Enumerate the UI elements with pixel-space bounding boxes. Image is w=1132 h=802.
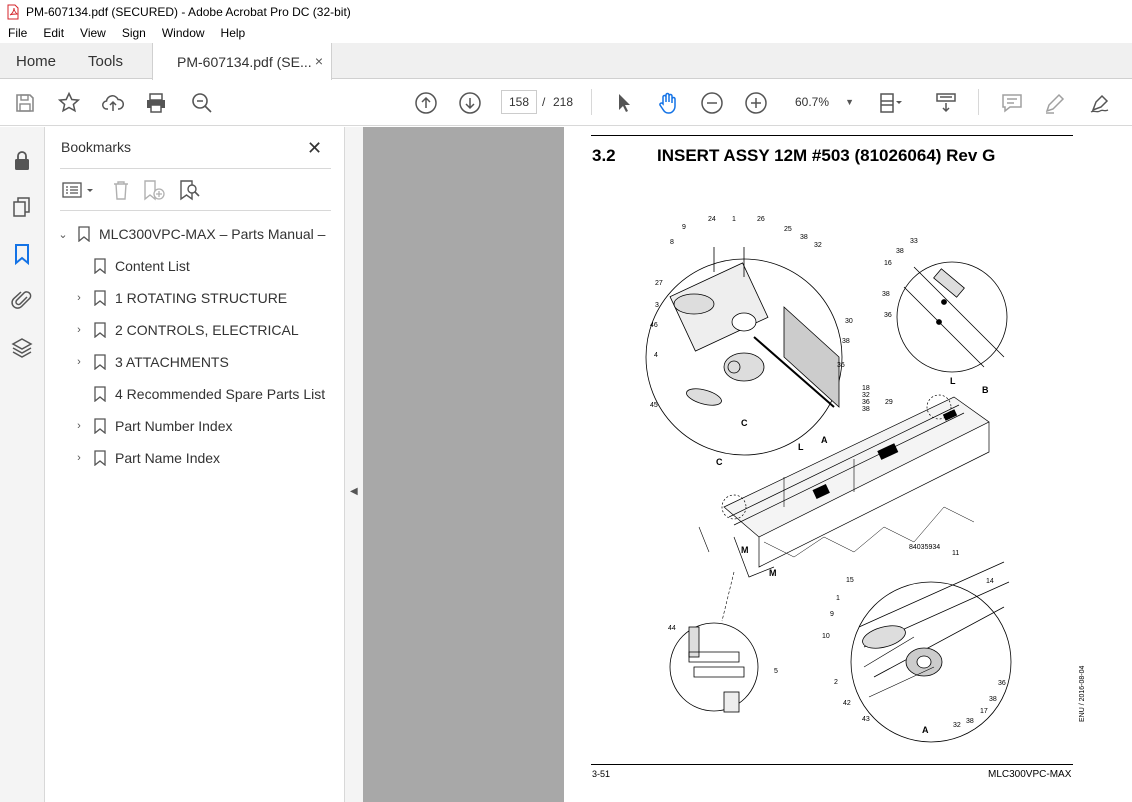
callout: 44 [668,625,676,632]
zoom-value: 60.7% [795,95,830,109]
bookmarks-title: Bookmarks [61,139,132,155]
bookmark-item-controls-electrical[interactable] [71,318,299,342]
detail-label-b: B [982,385,989,395]
menu-view[interactable]: View [80,26,106,40]
bookmark-icon [93,354,107,370]
detail-label-c: C [741,418,748,428]
hand-tool-icon[interactable] [656,91,680,115]
bookmarks-panel [45,127,344,802]
bookmark-icon [93,290,107,306]
menu-edit[interactable]: Edit [43,26,65,40]
footer-rule [591,764,1073,765]
callout: 38 [800,234,808,241]
detail-m [670,623,758,712]
callout: 46 [650,322,658,329]
callout: 38 [862,406,870,413]
tab-home[interactable]: Home [16,52,57,70]
title-bar [0,0,1132,23]
callout: 36 [884,312,892,319]
pdf-page [564,127,1132,802]
layers-icon[interactable] [10,336,34,360]
bookmark-label: Part Number Index [115,418,233,434]
detail-label-a: A [821,435,828,445]
callout: 15 [846,577,854,584]
page-total: 218 [553,95,574,109]
callout: 36 [837,362,845,369]
tab-bar [0,43,1132,79]
callout: 32 [862,392,870,399]
bookmark-item-part-name-index[interactable] [71,446,220,470]
callout: 32 [953,722,961,729]
window-title: PM-607134.pdf (SECURED) - Adobe Acrobat Pro DC (32-bit) [26,4,351,19]
upload-cloud-icon[interactable] [101,91,125,115]
lock-icon[interactable] [10,149,34,173]
menu-help[interactable]: Help [220,26,246,40]
detail-label-c: C [716,457,723,467]
select-cursor-icon[interactable] [612,91,636,115]
zoom-in-icon[interactable] [744,91,768,115]
bookmark-item-attachments[interactable] [71,350,229,374]
callout: 36 [998,680,1006,687]
tab-tools[interactable]: Tools [88,52,124,70]
callout: 1 [836,595,840,602]
page-footer-model: MLC300VPC-MAX [988,769,1072,780]
bookmark-icon [93,386,107,402]
callout: 9 [830,611,834,618]
callout: 43 [862,716,870,723]
bookmark-icon [93,258,107,274]
callout: 17 [980,708,988,715]
callout: 38 [896,248,904,255]
bookmark-label: 3 ATTACHMENTS [115,354,229,370]
tab-document[interactable] [152,43,332,80]
section-title: INSERT ASSY 12M #503 (81026064) Rev G [657,146,996,165]
menu-bar [0,23,1132,43]
header-rule [591,135,1073,136]
detail-label-m: M [741,545,749,555]
callout: 38 [842,338,850,345]
menu-window[interactable]: Window [161,26,205,40]
callout: 26 [757,216,765,223]
detail-l [897,262,1007,372]
toolbar-divider [591,89,592,115]
chevron-right-icon[interactable]: › [77,292,81,304]
callout: 30 [845,318,853,325]
menu-file[interactable]: File [8,26,28,40]
tab-document-label: PM-607134.pdf (SE... [177,53,312,70]
menu-sign[interactable]: Sign [121,26,146,40]
callout: 10 [822,633,830,640]
bookmark-label: Part Name Index [115,450,221,466]
callout: 9 [682,224,686,231]
callout: 2 [834,679,838,686]
bookmark-icon[interactable] [10,242,34,266]
bookmark-label: 2 CONTROLS, ELECTRICAL [115,322,299,338]
sign-pen-icon[interactable] [1088,91,1112,115]
drawing-number: 84035934 [909,544,941,551]
bookmark-item-part-number-index[interactable] [71,414,233,438]
page-footer-number: 3-51 [592,769,611,779]
callout: 36 [862,399,870,406]
detail-label-a: A [922,725,929,735]
document-viewport[interactable] [363,127,1132,802]
delete-icon[interactable] [111,179,131,201]
chevron-right-icon[interactable]: › [77,356,81,368]
detail-label-m: M [769,568,777,578]
chevron-down-icon: ▼ [845,97,854,107]
bookmarks-toolbar [60,168,331,211]
bookmark-item-root[interactable] [55,222,325,246]
page-number-input[interactable]: 158 [501,90,537,114]
callout: 24 [708,216,716,223]
callout: 38 [989,696,997,703]
print-icon[interactable] [144,91,168,115]
bookmark-item-spare-parts[interactable] [71,382,325,406]
callout: 8 [670,239,674,246]
acrobat-icon [6,4,20,20]
callout: 27 [655,280,663,287]
bookmark-icon [77,226,91,242]
callout: 32 [814,242,822,249]
bookmark-item-rotating-structure[interactable] [71,286,287,310]
new-bookmark-icon[interactable] [142,179,166,201]
detail-a [851,562,1011,742]
bookmark-label: 1 ROTATING STRUCTURE [115,290,288,306]
options-list-icon[interactable] [62,181,96,199]
panel-splitter[interactable] [344,127,363,802]
save-icon[interactable] [13,91,37,115]
left-rail [0,127,45,802]
callout: 14 [986,578,994,585]
chevron-down-icon[interactable]: ⌄ [58,228,68,241]
section-number: 3.2 [592,146,616,165]
pages-icon[interactable] [10,195,34,219]
bookmark-label: Content List [115,258,190,274]
bookmark-icon [93,322,107,338]
callout: 4 [654,352,658,359]
close-icon[interactable]: ✕ [307,138,323,158]
chevron-right-icon[interactable]: › [77,324,81,336]
zoom-dropdown[interactable] [782,90,860,114]
callout: 25 [784,226,792,233]
detail-label-l: L [950,376,956,386]
callout: 1 [732,216,736,223]
callout: 18 [862,385,870,392]
toolbar-divider [978,89,979,115]
star-icon[interactable] [57,91,81,115]
callout: 38 [966,718,974,725]
main-truss [722,395,989,577]
callout: 29 [885,399,893,406]
bookmark-item-content-list[interactable] [71,254,190,278]
page-fit-icon[interactable] [878,91,902,115]
callout: 33 [910,238,918,245]
zoom-search-icon[interactable] [190,91,214,115]
bookmark-icon [93,418,107,434]
callout: 3 [655,302,659,309]
highlight-pen-icon[interactable] [1043,91,1067,115]
callout: 16 [884,260,892,267]
callout: 38 [882,291,890,298]
chevron-right-icon[interactable]: › [77,452,81,464]
next-page-icon[interactable] [458,91,482,115]
zoom-out-icon[interactable] [700,91,724,115]
callout: 45 [650,402,658,409]
callout: 5 [774,668,778,675]
previous-page-icon[interactable] [414,91,438,115]
parts-drawing [634,207,1084,747]
attachment-icon[interactable] [10,288,34,312]
bookmark-label: 4 Recommended Spare Parts List [115,386,326,402]
scroll-mode-icon[interactable] [934,91,958,115]
collapse-panel-icon[interactable]: ◀ [350,486,358,497]
comment-icon[interactable] [1000,91,1024,115]
detail-label-l: L [798,442,804,452]
callout: 11 [952,550,960,557]
page-separator: / [542,95,546,109]
revision-date: ENU / 2016-08-04 [1079,665,1086,722]
find-bookmark-icon[interactable] [178,179,202,201]
bookmark-icon [93,450,107,466]
bookmark-label: MLC300VPC-MAX – Parts Manual – [99,226,326,242]
tab-close-icon[interactable]: × [314,53,323,69]
chevron-right-icon[interactable]: › [77,420,81,432]
callout: 42 [843,700,851,707]
